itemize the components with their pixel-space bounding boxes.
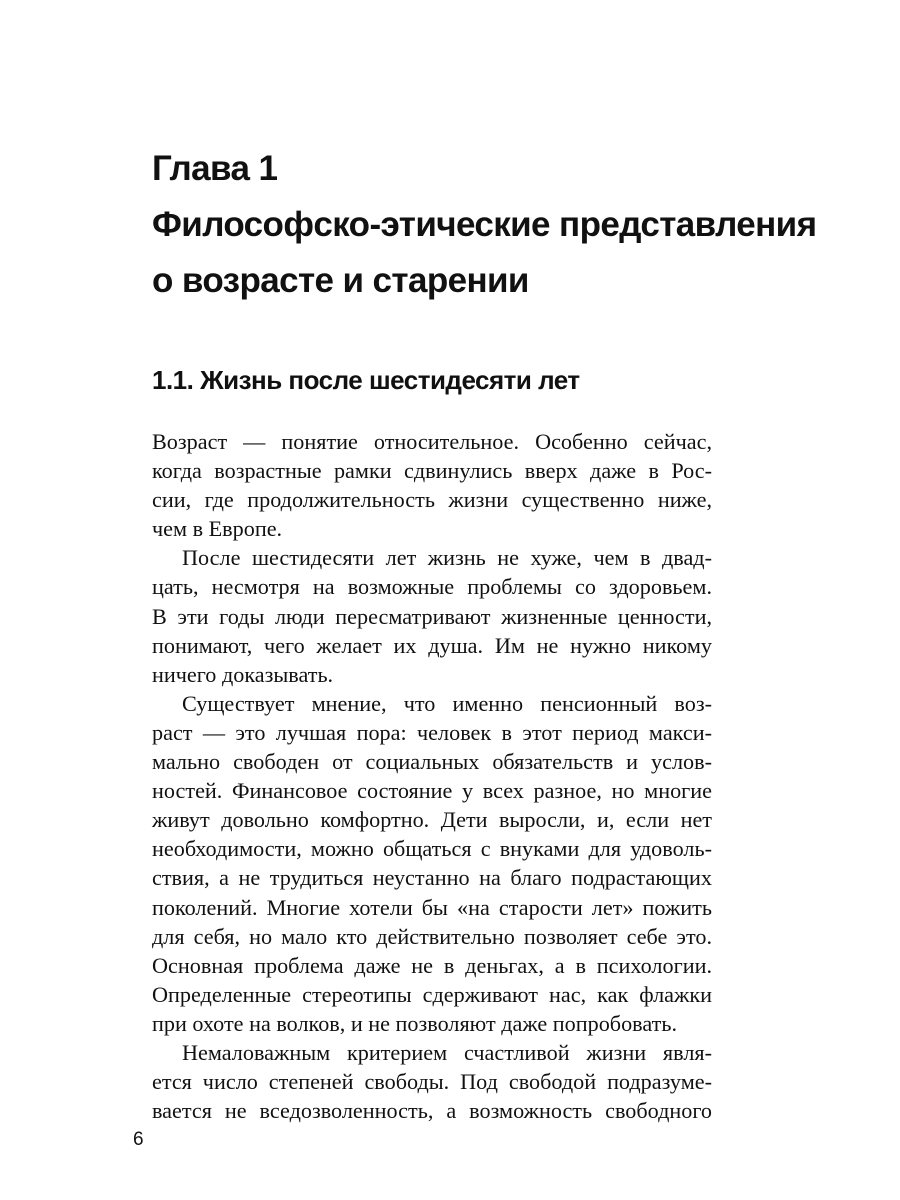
text-line: Немаловажным критерием счастливой жизни явля- <box>182 1039 712 1065</box>
text-line: ется число степеней свободы. Под свободой подразуме- <box>152 1069 712 1095</box>
text-line: После шестидесяти лет жизнь не хуже, чем в двад- <box>182 545 712 571</box>
text-line: ничего доказывать. <box>152 661 334 687</box>
text-line: понимают, чего желает их душа. Им не нужно никому <box>152 632 712 658</box>
paragraph <box>152 427 712 543</box>
text-line: В эти годы люди пересматривают жизненные ценности, <box>152 603 712 629</box>
chapter-title <box>152 141 817 309</box>
text-line: поколений. Многие хотели бы «на старости лет» пожить <box>152 894 712 920</box>
section-title: 1.1. Жизнь после шестидесяти лет <box>152 365 580 395</box>
text-line: Основная проблема даже не в деньгах, а в психологии. <box>152 952 712 978</box>
text-line: живут довольно комфортно. Дети выросли, и, если нет <box>152 807 712 833</box>
chapter-title-line: Философско-этические представления <box>152 205 817 244</box>
text-line: ствия, а не трудиться неустанно на благо подрастающих <box>152 865 712 891</box>
text-line: ностей. Финансовое состояние у всех разное, но многие <box>152 778 712 804</box>
paragraph <box>152 543 712 688</box>
text-line: мально свободен от социальных обязательств и услов- <box>152 749 712 775</box>
text-line: чем в Европе. <box>152 516 283 542</box>
chapter-title-line: о возрасте и старении <box>152 261 529 300</box>
text-line: для себя, но мало кто действительно позволяет себе это. <box>152 923 712 949</box>
text-line: Определенные стереотипы сдерживают нас, как флажки <box>152 981 712 1007</box>
text-line: необходимости, можно общаться с внуками для удоволь- <box>152 836 712 862</box>
body-text <box>152 427 712 1125</box>
text-line: Возраст — понятие относительное. Особенно сейчас, <box>152 429 712 454</box>
text-line: цать, несмотря на возможные проблемы со здоровьем. <box>152 574 712 600</box>
chapter-label: Глава 1 <box>152 149 278 188</box>
text-line: когда возрастные рамки сдвинулись вверх даже в Рос- <box>152 458 712 484</box>
text-line: вается не вседозволенность, а возможность свободного <box>152 1098 712 1124</box>
paragraph <box>152 689 712 1038</box>
text-line: сии, где продолжительность жизни существенно ниже, <box>152 487 712 513</box>
page-number: 6 <box>133 1129 144 1150</box>
paragraph <box>152 1038 712 1125</box>
text-line: при охоте на волков, и не позволяют даже попробовать. <box>152 1010 678 1036</box>
text-line: Существует мнение, что именно пенсионный воз- <box>182 690 712 716</box>
text-line: раст — это лучшая пора: человек в этот период макси- <box>152 719 712 745</box>
